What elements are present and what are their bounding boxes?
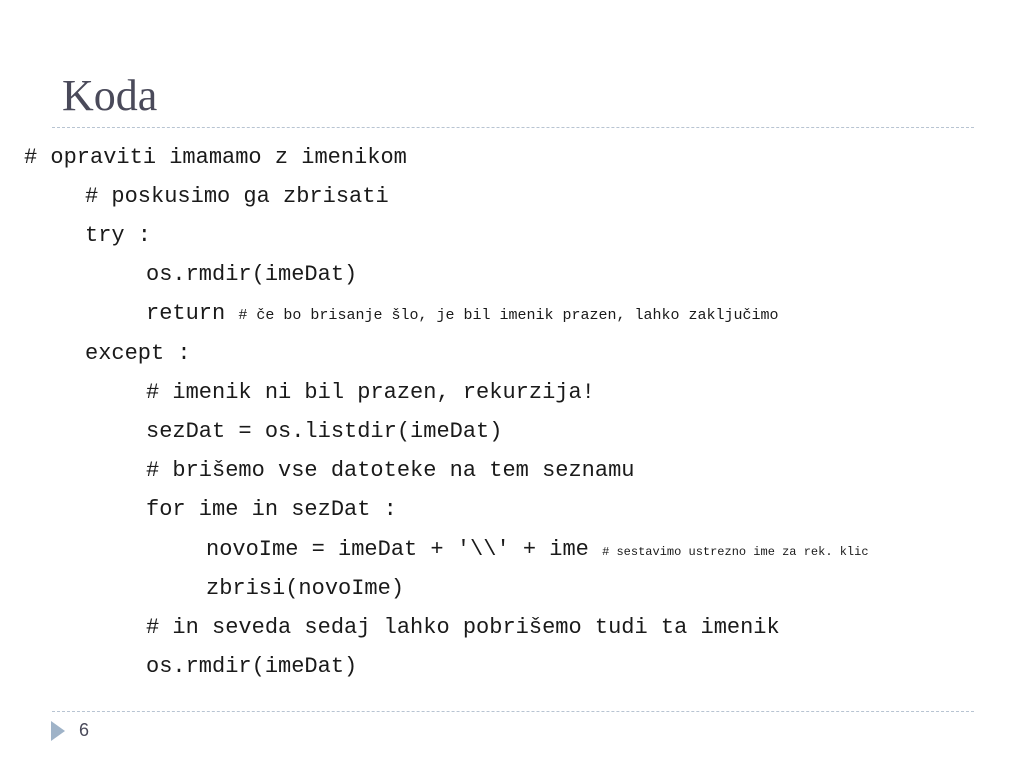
code-line-4: os.rmdir(imeDat) xyxy=(146,262,358,287)
code-line-8: sezDat = os.listdir(imeDat) xyxy=(146,419,503,444)
code-line-3: try : xyxy=(85,223,152,248)
code-line-12: zbrisi(novoIme) xyxy=(206,576,405,601)
code-line-5 xyxy=(146,301,779,329)
code-line-9: # brišemo vse datoteke na tem seznamu xyxy=(146,458,635,483)
triangle-bullet-icon xyxy=(51,721,65,741)
code-line-13: # in seveda sedaj lahko pobrišemo tudi ta imenik xyxy=(146,615,780,640)
code-line-1: # opraviti imamamo z imenikom xyxy=(24,145,407,170)
footer-divider xyxy=(52,711,974,712)
code-line-11-code: novoIme = imeDat + '\\' + ime xyxy=(206,537,603,562)
code-line-11-comment: # sestavimo ustrezno ime za rek. klic xyxy=(602,545,869,559)
slide-title: Koda xyxy=(62,71,158,120)
code-line-5-code: return xyxy=(146,301,239,326)
page-number: 6 xyxy=(79,720,90,740)
code-line-10: for ime in sezDat : xyxy=(146,497,397,522)
code-line-14: os.rmdir(imeDat) xyxy=(146,654,358,679)
code-line-2: # poskusimo ga zbrisati xyxy=(85,184,389,209)
code-line-11 xyxy=(206,537,869,565)
code-line-6: except : xyxy=(85,341,191,366)
code-line-5-comment: # če bo brisanje šlo, je bil imenik prazen, lahko zaključimo xyxy=(238,307,779,324)
code-line-7: # imenik ni bil prazen, rekurzija! xyxy=(146,380,595,405)
